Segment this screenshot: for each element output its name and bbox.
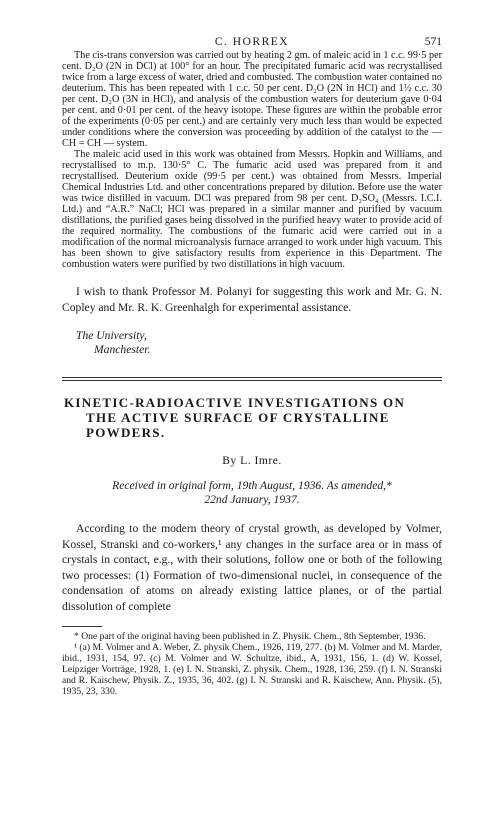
article-separator <box>62 377 442 381</box>
footnote-1: ¹ (a) M. Volmer and A. Weber, Z. physik Chem., 1926, 119, 277. (b) M. Volmer and M. Marder, ibid., 1931, 154, 97. (c) M. Volmer and W. Schultze, ibid., A, 1931, 156, 1. (d) W. Kossel, Leipziger Vorträge, 1928, 1. (e) I. N. Stranski, Z. physik. Chem., 1928, 136, 259. (f) I. N. Stranski and R. Kaischew, Physik. Z., 1935, 36, 402. (g) I. N. Stranski and R. Kaischew, Ann. Physik. (5), 1935, 23, 330. <box>62 642 442 697</box>
received-line-1: Received in original form, 19th August, 1936. As amended,* <box>112 479 392 492</box>
running-head-title: C. HORREX <box>214 36 290 48</box>
footnote-star: * One part of the original having been published in Z. Physik. Chem., 8th September, 1936. <box>74 631 426 642</box>
footnotes <box>62 631 442 697</box>
article-title-line-1: KINETIC-RADIOACTIVE INVESTIGATIONS ON <box>64 395 406 410</box>
received-date <box>62 479 442 507</box>
affiliation-line-1: The University, <box>76 329 147 342</box>
article-body-paragraph: According to the modern theory of crystal growth, as developed by Volmer, Kossel, Stranski and co-workers,¹ any changes in the surface area or in mass of crystals in contact, e.g., with their solutions, follow one or both of the following two processes: (1) Formation of two-dimensional nuclei, in consequence of the condensation of atoms on already existing lattice planes, or of the partial dissolution of complete <box>62 522 442 613</box>
affiliation <box>76 329 442 357</box>
running-head <box>62 0 442 50</box>
separator-rule-1 <box>62 377 442 378</box>
journal-page <box>62 0 442 697</box>
footnote-rule <box>62 626 102 627</box>
separator-rule-2 <box>62 380 442 381</box>
article-title <box>62 395 442 440</box>
continuation-paragraph-1: The cis-trans conversion was carried out by heating 2 gm. of maleic acid in 1 c.c. 99·5 per cent. D₂O (2N in DCl) at 100° for an hour. The precipitated fumaric acid was recrystallised twice from a large excess of water, dried and combusted. The combustion water contained no deuterium. This has been repeated with 1 c.c. 50 per cent. D₂O (2N in HCl) and 1½ c.c. 30 per cent. D₂O (3N in HCl), and analysis of the combustion waters for deuterium gave 0·04 per cent. and 0·01 per cent. of the heavy isotope. These figures are within the probable error of the experiments (0·05 per cent.) and are certainly very much less than would be expected under conditions where the conversion was proceeding by addition of the catalyst to the — CH = CH — system. <box>62 50 442 149</box>
author-byline: By L. Imre. <box>222 454 282 467</box>
article-title-line-2: THE ACTIVE SURFACE OF CRYSTALLINE <box>86 410 390 425</box>
affiliation-line-2: Manchester. <box>94 343 151 356</box>
received-line-2: 22nd January, 1937. <box>204 493 300 506</box>
acknowledgement: I wish to thank Professor M. Polanyi for suggesting this work and Mr. G. N. Copley and Mr. R. K. Greenhalgh for experimental assistance. <box>62 285 442 314</box>
continuation-paragraph-2: The maleic acid used in this work was obtained from Messrs. Hopkin and Williams, and recrystallised to m.p. 130·5° C. The fumaric acid used was prepared from it and recrystallised. Deuterium oxide (99·5 per cent.) was obtained from Messrs. Imperial Chemical Industries Ltd. and other concentrations prepared by dilution. Before use the water was twice distilled in vacuum. DCl was prepared from 98 per cent. D₂SO₄ (Messrs. I.C.I. Ltd.) and “A.R.” NaCl; HCl was prepared in a similar manner and purified by vacuum distillations, the purified gases being dissolved in the purified heavy water to provide acid of the required normality. The combustions of the fumaric acid were carried out in a modification of the normal microanalysis furnace arranged to work under high vacuum. This has been shown to give satisfactory results from experience in this Department. The combustion waters were purified by two distillations in high vacuum. <box>62 149 442 270</box>
page-number: 571 <box>424 36 442 48</box>
article-title-line-3: POWDERS. <box>86 425 166 440</box>
